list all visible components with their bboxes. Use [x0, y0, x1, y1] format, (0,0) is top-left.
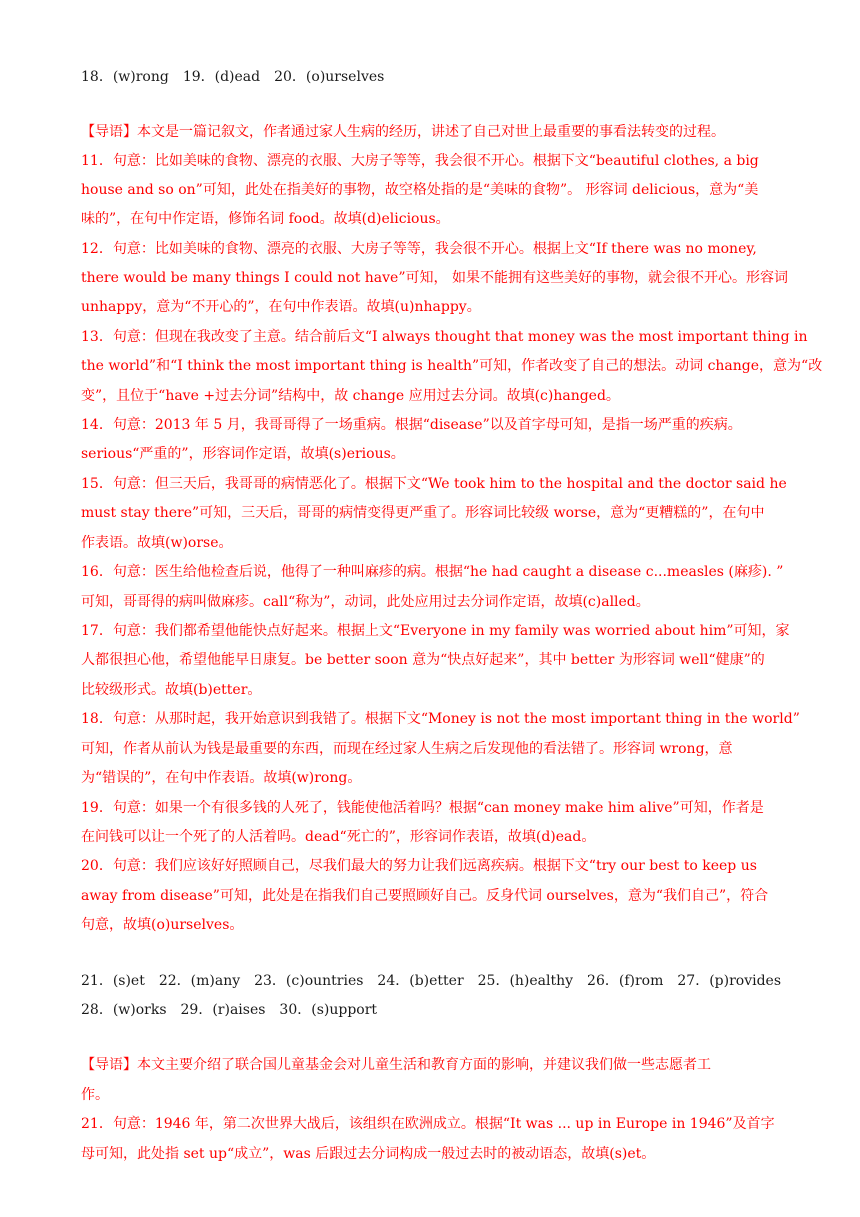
explanation-line: 21．句意：1946 年，第二次世界大战后，该组织在欧洲成立。根据“It was ... up in Europe in 1946”及首字 [81, 1116, 775, 1132]
explanation-line: 19．句意：如果一个有很多钱的人死了，钱能使他活着吗？根据“can money make him alive”可知，作者是 [81, 800, 764, 816]
explanation-line: 可知，作者从前认为钱是最重要的东西，而现在经过家人生病之后发现他的看法错了。形容词 wrong，意 [81, 741, 733, 757]
guide-text: 本文主要介绍了联合国儿童基金会对儿童生活和教育方面的影响，并建议我们做一些志愿者工 [137, 1057, 711, 1073]
explanation-line: 人都很担心他，希望他能早日康复。be better soon 意为“快点好起来”，其中 better 为形容词 well“健康”的 [81, 652, 765, 668]
guide-paragraph-1 [81, 122, 725, 142]
guide-paragraph-2 [81, 1055, 711, 1075]
explanation-line: 16．句意：医生给他检查后说，他得了一种叫麻疹的病。根据“he had caught a disease c...measles (麻疹). ” [81, 564, 784, 580]
explanation-line: 18．句意：从那时起，我开始意识到我错了。根据下文“Money is not the most important thing in the world” [81, 711, 800, 727]
explanation-line: away from disease”可知，此处是在指我们自己要照顾好自己。反身代词 ourselves，意为“我们自己”，符合 [81, 888, 769, 904]
explanation-line: serious“严重的”，形容词作定语，故填(s)erious。 [81, 446, 405, 462]
explanation-line: 比较级形式。故填(b)etter。 [81, 682, 262, 698]
explanation-line: 20．句意：我们应该好好照顾自己，尽我们最大的努力让我们远离疾病。根据下文“try our best to keep us [81, 858, 757, 874]
explanation-line: 作表语。故填(w)orse。 [81, 535, 233, 551]
explanation-line: 为“错误的”，在句中作表语。故填(w)rong。 [81, 770, 362, 786]
answer-line-21-27: 21．(s)et 22．(m)any 23．(c)ountries 24．(b)etter 25．(h)ealthy 26．(f)rom 27．(p)rovides [81, 973, 782, 989]
guide-tag: 【导语】 [81, 1057, 137, 1073]
answer-line-18-20: 18．(w)rong 19．(d)ead 20．(o)urselves [81, 69, 385, 85]
explanation-line: 变”，且位于“have +过去分词”结构中，故 change 应用过去分词。故填(c)hanged。 [81, 388, 620, 404]
explanation-line: 13．句意：但现在我改变了主意。结合前后文“I always thought that money was the most important thing in [81, 329, 808, 345]
guide-paragraph-2-cont: 作。 [81, 1087, 109, 1103]
explanation-line: 11．句意：比如美味的食物、漂亮的衣服、大房子等等，我会很不开心。根据下文“beautiful clothes, a big [81, 153, 759, 169]
explanation-line: house and so on”可知，此处在指美好的事物，故空格处指的是“美味的食物”。 形容词 delicious，意为“美 [81, 182, 759, 198]
explanation-line: the world”和“I think the most important thing is health”可知，作者改变了自己的想法。动词 change，意为“改 [81, 358, 823, 374]
explanation-line: 14．句意：2013 年 5 月，我哥哥得了一场重病。根据“disease”以及首字母可知，是指一场严重的疾病。 [81, 417, 742, 433]
explanation-line: 句意，故填(o)urselves。 [81, 917, 244, 933]
explanation-line: 母可知，此处指 set up“成立”，was 后跟过去分词构成一般过去时的被动语态，故填(s)et。 [81, 1146, 656, 1162]
explanation-line: 12．句意：比如美味的食物、漂亮的衣服、大房子等等，我会很不开心。根据上文“If there was no money, [81, 241, 757, 257]
explanation-line: 味的”，在句中作定语，修饰名词 food。故填(d)elicious。 [81, 211, 450, 227]
explanation-line: unhappy，意为“不开心的”，在句中作表语。故填(u)nhappy。 [81, 299, 481, 315]
answer-line-28-30: 28．(w)orks 29．(r)aises 30．(s)upport [81, 1002, 378, 1018]
explanation-line: 15．句意：但三天后，我哥哥的病情恶化了。根据下文“We took him to the hospital and the doctor said he [81, 476, 787, 492]
guide-text: 本文是一篇记叙文，作者通过家人生病的经历，讲述了自己对世上最重要的事看法转变的过程。 [137, 124, 725, 140]
explanation-line: there would be many things I could not have”可知， 如果不能拥有这些美好的事物，就会很不开心。形容词 [81, 270, 788, 286]
explanation-line: must stay there”可知，三天后，哥哥的病情变得更严重了。形容词比较级 worse，意为“更糟糕的”，在句中 [81, 505, 765, 521]
explanation-line: 17．句意：我们都希望他能快点好起来。根据上文“Everyone in my family was worried about him”可知，家 [81, 623, 790, 639]
explanation-line: 可知，哥哥得的病叫做麻疹。call“称为”，动词，此处应用过去分词作定语，故填(c)alled。 [81, 594, 650, 610]
guide-tag: 【导语】 [81, 124, 137, 140]
explanation-line: 在问钱可以让一个死了的人活着吗。dead“死亡的”，形容词作表语，故填(d)ead。 [81, 829, 596, 845]
